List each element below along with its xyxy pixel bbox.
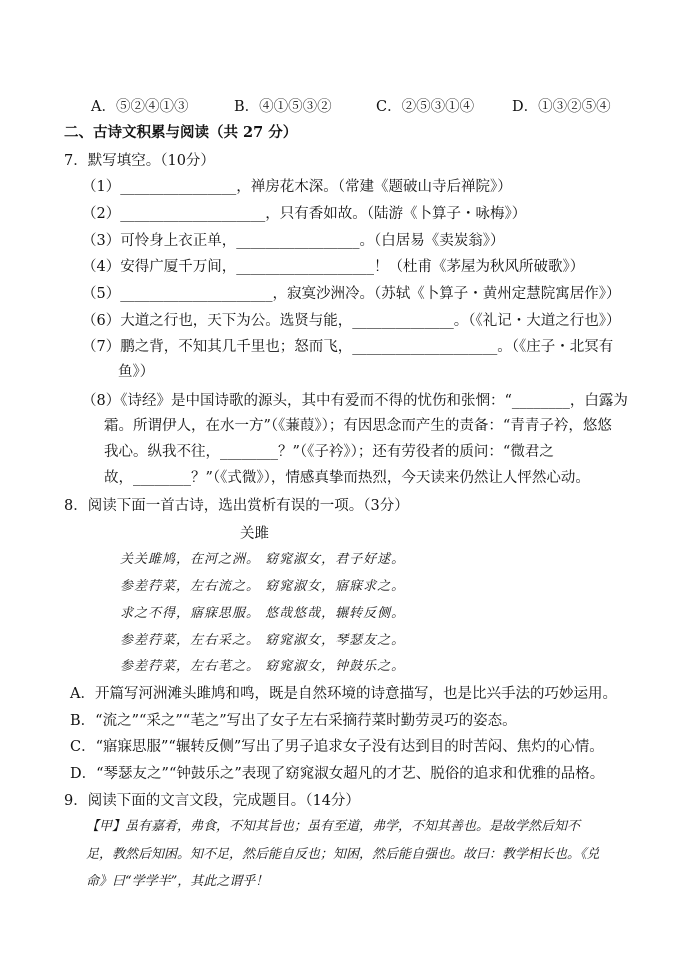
- q7-line-3: （3）可怜身上衣正单，_________________。（白居易《卖炭翁》）: [82, 233, 505, 249]
- q7-line-7b: 鱼》）: [118, 364, 155, 380]
- passage-line-1: 【甲】虽有嘉肴，弗食，不知其旨也；虽有至道，弗学，不知其善也。是故学然后知不: [86, 819, 581, 834]
- q7-line-8d: 故，________？”（《式微》），情感真挚而热烈，今天读来仍然让人怦然心动。: [104, 470, 590, 486]
- q8-title: 8．阅读下面一首古诗，选出赏析有误的一项。（3分）: [64, 498, 409, 514]
- option-d[interactable]: D．①③②⑤④: [512, 99, 611, 115]
- q7-line-6: （6）大道之行也，天下为公。选贤与能，______________。（《礼记・大道之行也》）: [82, 313, 621, 329]
- option-a[interactable]: A．⑤②④①③: [91, 99, 189, 115]
- q7-line-1: （1）________________，禅房花木深。（常建《题破山寺后禅院》）: [82, 179, 512, 195]
- option-c[interactable]: C．②⑤③①④: [376, 99, 475, 115]
- option-b[interactable]: B．④①⑤③②: [234, 99, 332, 115]
- poem-line-1: 关关雎鸠，在河之洲。 窈窕淑女，君子好逑。: [120, 552, 406, 567]
- q7-line-2: （2）____________________，只有香如故。（陆游《卜算子・咏梅》）: [82, 206, 527, 222]
- poem-line-4: 参差荇菜，左右采之。 窈窕淑女，琴瑟友之。: [120, 633, 406, 648]
- q7-line-4: （4）安得广厦千万间，___________________！（杜甫《茅屋为秋风所破歌》）: [82, 259, 585, 275]
- q8-option-d[interactable]: D．“琴瑟友之”“钟鼓乐之”表现了窈窕淑女超凡的才艺、脱俗的追求和优雅的品格。: [70, 766, 605, 782]
- q7-line-8b: 霜。所谓伊人，在水一方”（《蒹葭》）；有因思念而产生的责备：“青青子衿，悠悠: [104, 418, 612, 434]
- q7-line-8c: 我心。纵我不往，________？”（《子衿》）；还有劳役者的质问：“微君之: [104, 444, 554, 460]
- q6-options: [0, 97, 692, 117]
- q9-title: 9．阅读下面的文言文段，完成题目。（14分）: [64, 793, 360, 809]
- q8-option-b[interactable]: B．“流之”“采之”“芼之”写出了女子左右采摘荇菜时勤劳灵巧的姿态。: [70, 713, 517, 729]
- poem-line-3: 求之不得，寤寐思服。 悠哉悠哉，辗转反侧。: [120, 606, 406, 621]
- q7-line-7: （7）鹏之背，不知其几千里也；怒而飞，____________________。（《庄子・北冥有: [82, 339, 614, 355]
- passage-line-3: 命》曰“学学半”，其此之谓乎！: [86, 874, 269, 889]
- poem-line-5: 参差荇菜，左右芼之。 窈窕淑女，钟鼓乐之。: [120, 659, 406, 674]
- passage-line-2: 足，教然后知困。知不足，然后能自反也；知困，然后能自强也。故曰：教学相长也。《兑: [86, 847, 600, 862]
- poem-title: 关雎: [240, 526, 269, 542]
- section2-title: 二、古诗文积累与阅读（共 27 分）: [64, 124, 298, 141]
- q7-line-8: （8）《诗经》是中国诗歌的源头，其中有爱而不得的忧伤和张惘：“________，白露为: [82, 393, 628, 409]
- q8-option-c[interactable]: C．“寤寐思服”“辗转反侧”写出了男子追求女子没有达到目的时苦闷、焦灼的心情。: [70, 739, 604, 755]
- q7-line-5: （5）_____________________，寂寞沙洲冷。（苏轼《卜算子・黄州定慧院寓居作》）: [82, 286, 621, 302]
- q7-title: 7．默写填空。（10分）: [64, 153, 215, 169]
- q8-option-a[interactable]: A．开篇写河洲滩头雎鸠和鸣，既是自然环境的诗意描写，也是比兴手法的巧妙运用。: [70, 686, 617, 702]
- poem-line-2: 参差荇菜，左右流之。 窈窕淑女，寤寐求之。: [120, 579, 406, 594]
